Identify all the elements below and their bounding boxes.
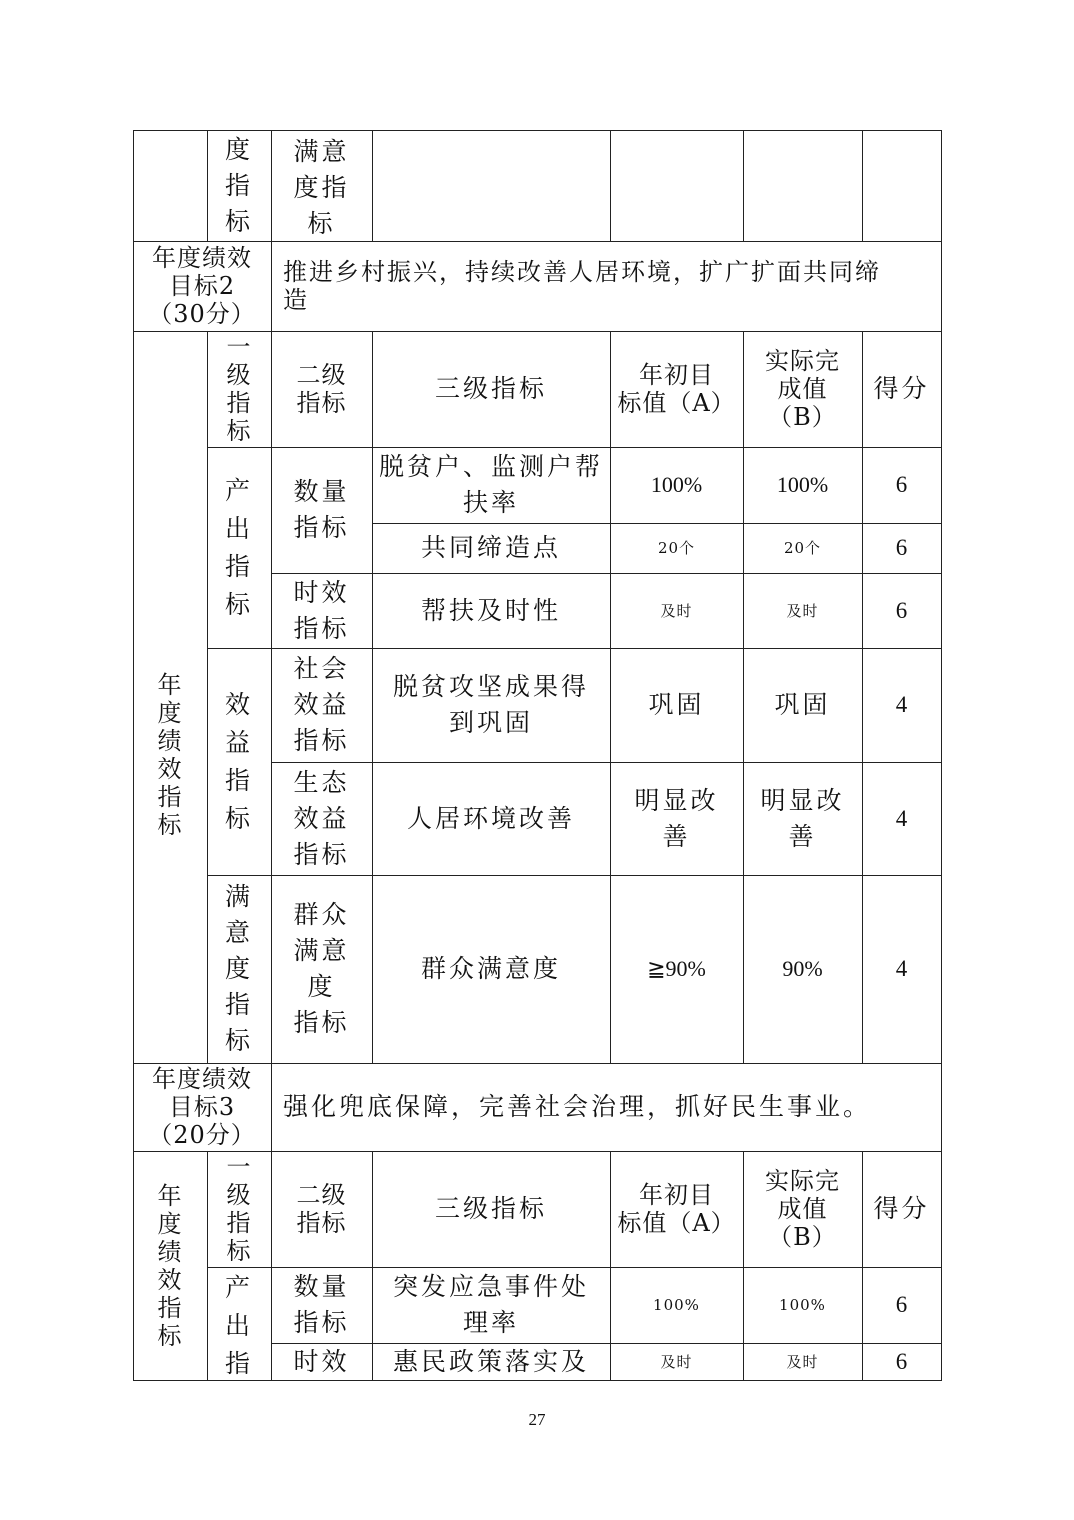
header-level3: 三级指标 bbox=[434, 374, 547, 403]
actual-value: 及时 bbox=[786, 601, 819, 620]
score-value: 6 bbox=[895, 535, 908, 560]
actual-value: 明显改 善 bbox=[760, 785, 845, 851]
target-value: 100% bbox=[650, 472, 703, 497]
grid-line-v bbox=[610, 130, 611, 241]
target-value: 巩固 bbox=[648, 690, 705, 719]
level2-cell: 群众 满意 度 指标 bbox=[293, 900, 350, 1037]
header-score: 得分 bbox=[873, 374, 930, 403]
score-value: 6 bbox=[895, 472, 908, 497]
level3-cell: 惠民政策落实及 bbox=[392, 1347, 589, 1376]
actual-value: 100% bbox=[779, 1296, 826, 1314]
level1-cell: 度 指 标 bbox=[224, 135, 253, 236]
header-level2: 二级 指标 bbox=[296, 1181, 347, 1237]
level3-cell: 帮扶及时性 bbox=[420, 595, 561, 625]
target-value: 及时 bbox=[660, 601, 693, 620]
header-score: 得分 bbox=[873, 1194, 930, 1223]
actual-value: 20个 bbox=[783, 539, 822, 557]
level1-cell: 效 益 指 标 bbox=[224, 689, 253, 833]
header-actual: 实际完 成值 （B） bbox=[765, 1167, 840, 1251]
header-level2: 二级 指标 bbox=[296, 361, 347, 417]
level2-cell: 满意 度指 标 bbox=[293, 137, 350, 238]
level2-cell: 数量 指标 bbox=[293, 477, 350, 542]
level3-cell: 群众满意度 bbox=[420, 954, 561, 983]
level3-cell: 共同缔造点 bbox=[420, 533, 561, 562]
target-value: ≧90% bbox=[647, 956, 706, 981]
side-label: 年 度 绩 效 指 标 bbox=[157, 1182, 183, 1350]
level3-cell: 脱贫攻坚成果得 到巩固 bbox=[392, 672, 589, 737]
actual-value: 90% bbox=[782, 956, 823, 981]
header-level1: 一 级 指 标 bbox=[226, 1153, 252, 1265]
level2-cell: 社会 效益 指标 bbox=[293, 654, 350, 755]
score-value: 4 bbox=[895, 956, 908, 981]
level3-cell: 人居环境改善 bbox=[406, 803, 575, 833]
grid-line-v bbox=[372, 130, 373, 241]
level2-cell: 生态 效益 指标 bbox=[293, 767, 350, 869]
level3-cell: 突发应急事件处 理率 bbox=[392, 1272, 589, 1337]
level1-cell: 满 意 度 指 标 bbox=[224, 882, 253, 1055]
level1-cell: 产 出 指 bbox=[224, 1273, 253, 1378]
target-value: 明显改 善 bbox=[634, 785, 719, 851]
level2-cell: 时效 指标 bbox=[293, 577, 350, 643]
score-value: 4 bbox=[895, 692, 908, 717]
header-target: 年初目 标值（A） bbox=[617, 1181, 736, 1237]
score-value: 6 bbox=[895, 1349, 908, 1374]
level1-cell: 产 出 指 标 bbox=[224, 475, 253, 619]
score-value: 4 bbox=[895, 805, 908, 831]
goal-label: 年度绩效 目标3 （20分） bbox=[148, 1065, 256, 1149]
actual-value: 及时 bbox=[786, 1353, 819, 1371]
actual-value: 巩固 bbox=[774, 690, 831, 719]
score-value: 6 bbox=[895, 1292, 908, 1317]
score-value: 6 bbox=[895, 597, 908, 623]
page-number: 27 bbox=[528, 1410, 546, 1429]
header-level1: 一 级 指 标 bbox=[226, 333, 252, 445]
grid-line-v bbox=[743, 130, 744, 241]
level3-cell: 脱贫户、监测户帮 扶率 bbox=[378, 452, 603, 517]
header-level3: 三级指标 bbox=[434, 1194, 547, 1223]
level2-cell: 数量 指标 bbox=[293, 1272, 350, 1337]
goal-text: 强化兜底保障，完善社会治理，抓好民生事业。 bbox=[283, 1092, 872, 1121]
actual-value: 100% bbox=[776, 472, 829, 497]
target-value: 20个 bbox=[657, 539, 696, 557]
header-target: 年初目 标值（A） bbox=[617, 361, 736, 417]
target-value: 100% bbox=[653, 1296, 700, 1314]
header-actual: 实际完 成值 （B） bbox=[765, 347, 840, 431]
goal-text: 推进乡村振兴，持续改善人居环境，扩广扩面共同缔 造 bbox=[283, 258, 881, 314]
level2-cell: 时效 bbox=[293, 1347, 350, 1376]
goal-label: 年度绩效 目标2 （30分） bbox=[148, 244, 256, 328]
side-label: 年 度 绩 效 指 标 bbox=[157, 671, 183, 839]
target-value: 及时 bbox=[660, 1353, 693, 1371]
grid-line-v bbox=[862, 130, 863, 241]
